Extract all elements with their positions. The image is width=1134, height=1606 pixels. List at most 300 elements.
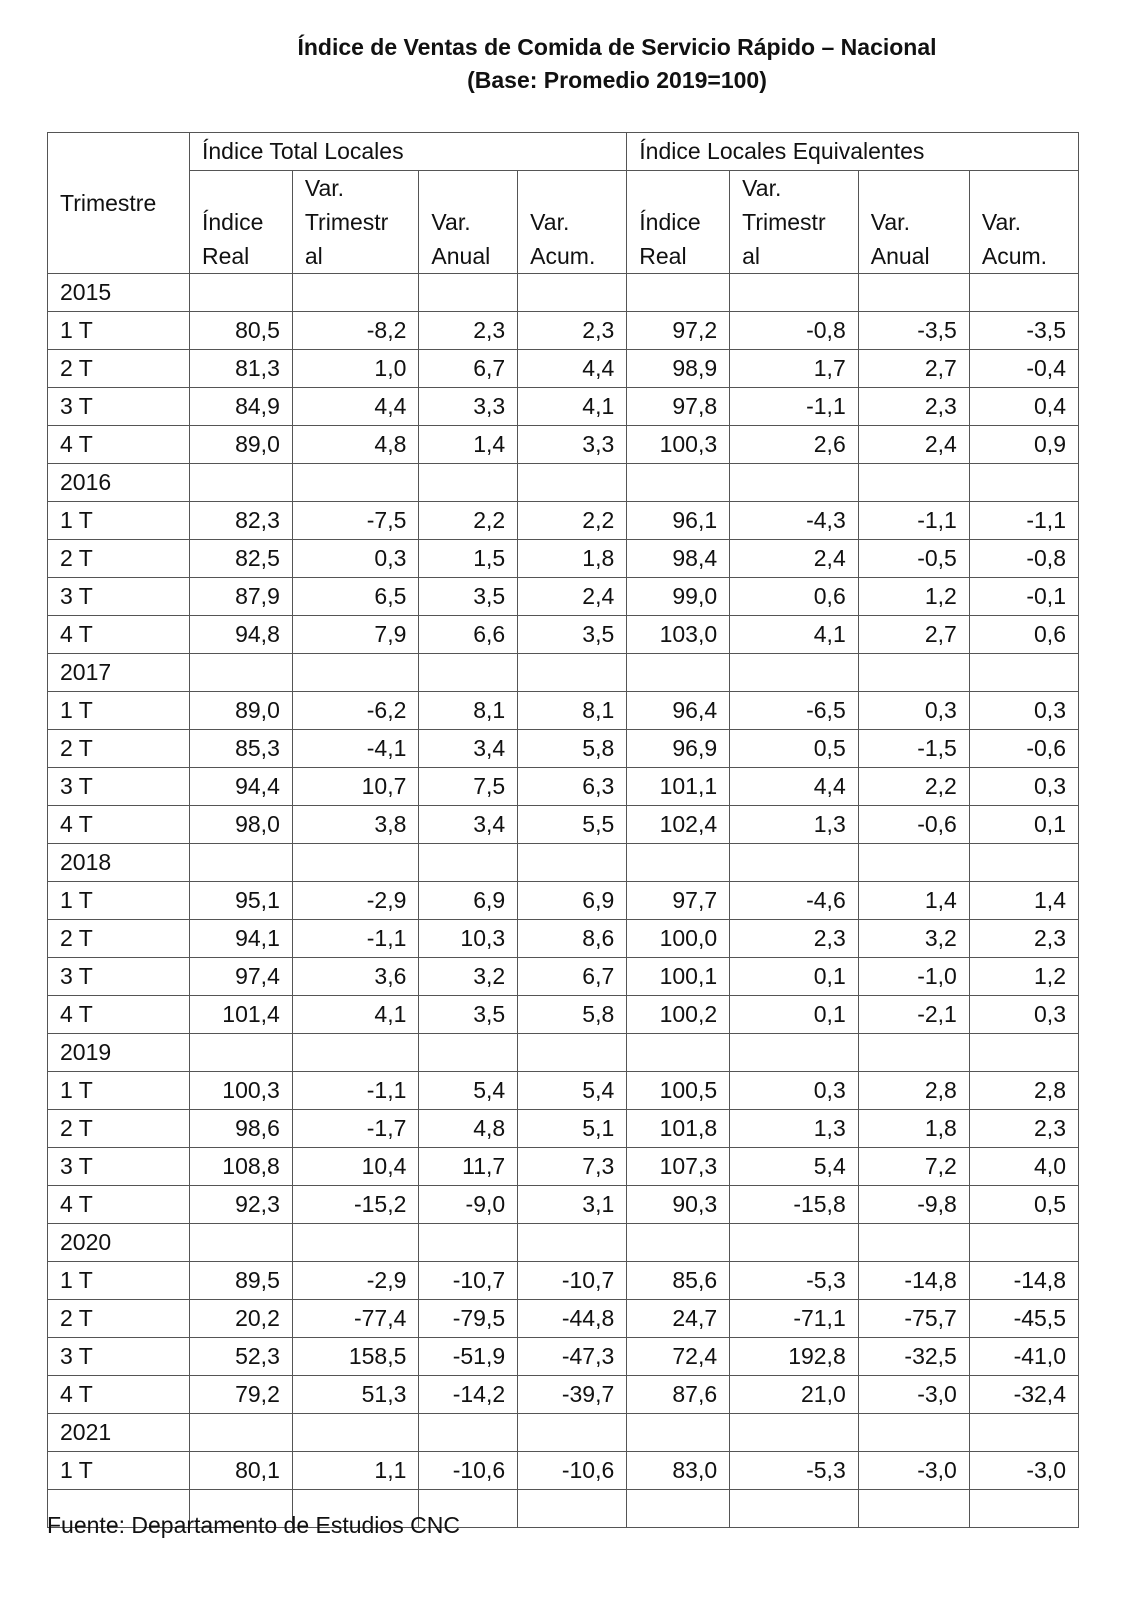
empty-cell: [518, 274, 627, 312]
value-cell: 2,6: [730, 426, 859, 464]
empty-cell: [189, 844, 292, 882]
value-cell: 1,2: [969, 958, 1078, 996]
value-cell: 97,4: [189, 958, 292, 996]
value-cell: -2,9: [292, 882, 419, 920]
empty-cell: [189, 464, 292, 502]
value-cell: 96,9: [627, 730, 730, 768]
empty-cell: [292, 464, 419, 502]
value-cell: 192,8: [730, 1338, 859, 1376]
table-row: [48, 426, 1079, 464]
value-cell: -75,7: [858, 1300, 969, 1338]
quarter-label: 3 T: [48, 388, 190, 426]
value-cell: 5,4: [518, 1072, 627, 1110]
header-var-acum: Var. Acum.: [518, 171, 627, 274]
value-cell: -1,1: [292, 920, 419, 958]
year-row: [48, 464, 1079, 502]
value-cell: 85,6: [627, 1262, 730, 1300]
value-cell: 6,9: [518, 882, 627, 920]
value-cell: 2,3: [858, 388, 969, 426]
value-cell: 0,3: [292, 540, 419, 578]
value-cell: 80,5: [189, 312, 292, 350]
value-cell: -5,3: [730, 1452, 859, 1490]
value-cell: -0,6: [969, 730, 1078, 768]
value-cell: -79,5: [419, 1300, 518, 1338]
year-row: [48, 1224, 1079, 1262]
empty-cell: [730, 1490, 859, 1528]
empty-cell: [969, 1034, 1078, 1072]
year-label: 2020: [48, 1224, 190, 1262]
empty-cell: [419, 464, 518, 502]
value-cell: 97,2: [627, 312, 730, 350]
value-cell: 0,1: [969, 806, 1078, 844]
value-cell: 3,8: [292, 806, 419, 844]
value-cell: 4,8: [292, 426, 419, 464]
value-cell: 107,3: [627, 1148, 730, 1186]
empty-cell: [858, 274, 969, 312]
empty-cell: [518, 464, 627, 502]
value-cell: -1,1: [292, 1072, 419, 1110]
value-cell: -6,5: [730, 692, 859, 730]
table-row: [48, 882, 1079, 920]
quarter-label: 3 T: [48, 958, 190, 996]
empty-cell: [627, 1034, 730, 1072]
value-cell: 2,4: [858, 426, 969, 464]
value-cell: 90,3: [627, 1186, 730, 1224]
value-cell: 5,4: [730, 1148, 859, 1186]
value-cell: 10,3: [419, 920, 518, 958]
value-cell: 108,8: [189, 1148, 292, 1186]
empty-cell: [292, 1414, 419, 1452]
value-cell: 2,4: [518, 578, 627, 616]
empty-cell: [627, 844, 730, 882]
value-cell: 84,9: [189, 388, 292, 426]
header-var-anual: Var. Anual: [419, 171, 518, 274]
value-cell: 51,3: [292, 1376, 419, 1414]
value-cell: 5,5: [518, 806, 627, 844]
quarter-label: 4 T: [48, 426, 190, 464]
year-row: [48, 1034, 1079, 1072]
value-cell: -1,1: [858, 502, 969, 540]
table-row: [48, 1148, 1079, 1186]
table-row: [48, 1262, 1079, 1300]
value-cell: 0,9: [969, 426, 1078, 464]
value-cell: 102,4: [627, 806, 730, 844]
value-cell: 1,4: [969, 882, 1078, 920]
table-row: [48, 920, 1079, 958]
value-cell: -15,8: [730, 1186, 859, 1224]
value-cell: -1,1: [969, 502, 1078, 540]
value-cell: -32,4: [969, 1376, 1078, 1414]
empty-cell: [419, 1414, 518, 1452]
table-row: [48, 1338, 1079, 1376]
value-cell: 5,8: [518, 996, 627, 1034]
empty-cell: [730, 1414, 859, 1452]
value-cell: 3,5: [518, 616, 627, 654]
value-cell: 7,9: [292, 616, 419, 654]
value-cell: 3,3: [518, 426, 627, 464]
table-row: [48, 578, 1079, 616]
empty-cell: [419, 1224, 518, 1262]
value-cell: 2,7: [858, 350, 969, 388]
quarter-label: 3 T: [48, 1338, 190, 1376]
header-var-acum-equiv: Var. Acum.: [969, 171, 1078, 274]
empty-cell: [627, 1224, 730, 1262]
value-cell: 2,3: [969, 920, 1078, 958]
table-row: [48, 730, 1079, 768]
empty-cell: [627, 274, 730, 312]
table-row: [48, 1300, 1079, 1338]
value-cell: -0,8: [730, 312, 859, 350]
empty-cell: [730, 464, 859, 502]
value-cell: -44,8: [518, 1300, 627, 1338]
value-cell: 3,4: [419, 730, 518, 768]
quarter-label: 1 T: [48, 312, 190, 350]
year-row: [48, 274, 1079, 312]
value-cell: -3,0: [858, 1376, 969, 1414]
value-cell: 4,1: [518, 388, 627, 426]
empty-cell: [419, 274, 518, 312]
value-cell: -14,8: [858, 1262, 969, 1300]
value-cell: 8,1: [419, 692, 518, 730]
table-row: [48, 1452, 1079, 1490]
year-label: 2021: [48, 1414, 190, 1452]
value-cell: 5,8: [518, 730, 627, 768]
value-cell: -3,5: [858, 312, 969, 350]
value-cell: 100,0: [627, 920, 730, 958]
value-cell: -14,8: [969, 1262, 1078, 1300]
value-cell: 2,2: [419, 502, 518, 540]
value-cell: -10,6: [518, 1452, 627, 1490]
empty-cell: [858, 1034, 969, 1072]
value-cell: -3,0: [858, 1452, 969, 1490]
empty-cell: [189, 1224, 292, 1262]
year-label: 2017: [48, 654, 190, 692]
empty-cell: [518, 1490, 627, 1528]
empty-cell: [627, 1414, 730, 1452]
table-row: [48, 1376, 1079, 1414]
value-cell: 97,8: [627, 388, 730, 426]
value-cell: 3,2: [858, 920, 969, 958]
empty-cell: [730, 1224, 859, 1262]
empty-cell: [858, 1490, 969, 1528]
empty-cell: [627, 654, 730, 692]
empty-cell: [730, 844, 859, 882]
value-cell: 1,4: [858, 882, 969, 920]
quarter-label: 4 T: [48, 1186, 190, 1224]
empty-cell: [292, 274, 419, 312]
quarter-label: 3 T: [48, 1148, 190, 1186]
value-cell: 0,3: [969, 996, 1078, 1034]
value-cell: -0,5: [858, 540, 969, 578]
value-cell: 4,4: [730, 768, 859, 806]
quarter-label: 2 T: [48, 920, 190, 958]
header-var-anual-equiv: Var. Anual: [858, 171, 969, 274]
empty-cell: [858, 464, 969, 502]
empty-cell: [518, 1414, 627, 1452]
year-row: [48, 654, 1079, 692]
table-row: [48, 1186, 1079, 1224]
empty-cell: [969, 464, 1078, 502]
value-cell: 2,8: [969, 1072, 1078, 1110]
value-cell: 21,0: [730, 1376, 859, 1414]
empty-cell: [518, 654, 627, 692]
value-cell: 2,8: [858, 1072, 969, 1110]
value-cell: -9,8: [858, 1186, 969, 1224]
header-group-equivalentes: Índice Locales Equivalentes: [627, 133, 1079, 171]
value-cell: 4,8: [419, 1110, 518, 1148]
value-cell: -4,1: [292, 730, 419, 768]
value-cell: 2,2: [518, 502, 627, 540]
quarter-label: 2 T: [48, 730, 190, 768]
value-cell: 0,1: [730, 958, 859, 996]
table-row: [48, 540, 1079, 578]
value-cell: 100,3: [627, 426, 730, 464]
value-cell: 2,3: [730, 920, 859, 958]
empty-cell: [292, 654, 419, 692]
empty-cell: [730, 654, 859, 692]
value-cell: 10,7: [292, 768, 419, 806]
value-cell: 3,5: [419, 578, 518, 616]
value-cell: 7,3: [518, 1148, 627, 1186]
value-cell: -0,1: [969, 578, 1078, 616]
value-cell: 99,0: [627, 578, 730, 616]
table-row: [48, 312, 1079, 350]
value-cell: 158,5: [292, 1338, 419, 1376]
year-label: 2016: [48, 464, 190, 502]
value-cell: -45,5: [969, 1300, 1078, 1338]
quarter-label: 2 T: [48, 350, 190, 388]
value-cell: 94,1: [189, 920, 292, 958]
value-cell: 92,3: [189, 1186, 292, 1224]
year-row: [48, 844, 1079, 882]
empty-cell: [189, 654, 292, 692]
value-cell: 101,1: [627, 768, 730, 806]
value-cell: 98,9: [627, 350, 730, 388]
header-var-trimestral: Var. Trimestr al: [292, 171, 419, 274]
table-row: [48, 616, 1079, 654]
empty-cell: [858, 844, 969, 882]
quarter-label: 1 T: [48, 882, 190, 920]
value-cell: 4,4: [292, 388, 419, 426]
table-row: [48, 1110, 1079, 1148]
value-cell: 98,6: [189, 1110, 292, 1148]
value-cell: 0,3: [730, 1072, 859, 1110]
value-cell: 1,3: [730, 806, 859, 844]
value-cell: 8,1: [518, 692, 627, 730]
value-cell: 96,4: [627, 692, 730, 730]
quarter-label: 4 T: [48, 806, 190, 844]
value-cell: 81,3: [189, 350, 292, 388]
value-cell: -0,8: [969, 540, 1078, 578]
empty-cell: [419, 844, 518, 882]
value-cell: 1,3: [730, 1110, 859, 1148]
value-cell: -51,9: [419, 1338, 518, 1376]
value-cell: 3,6: [292, 958, 419, 996]
value-cell: 2,3: [518, 312, 627, 350]
empty-cell: [730, 274, 859, 312]
value-cell: 2,2: [858, 768, 969, 806]
value-cell: 83,0: [627, 1452, 730, 1490]
empty-cell: [189, 1034, 292, 1072]
value-cell: 2,3: [419, 312, 518, 350]
quarter-label: 1 T: [48, 1262, 190, 1300]
empty-cell: [969, 1224, 1078, 1262]
value-cell: 87,9: [189, 578, 292, 616]
table-row: [48, 806, 1079, 844]
value-cell: 5,1: [518, 1110, 627, 1148]
empty-cell: [969, 1414, 1078, 1452]
table-body: [48, 274, 1079, 1528]
value-cell: -10,7: [419, 1262, 518, 1300]
value-cell: -41,0: [969, 1338, 1078, 1376]
empty-cell: [419, 654, 518, 692]
quarter-label: 1 T: [48, 502, 190, 540]
value-cell: 96,1: [627, 502, 730, 540]
value-cell: -8,2: [292, 312, 419, 350]
value-cell: 6,9: [419, 882, 518, 920]
value-cell: 95,1: [189, 882, 292, 920]
empty-cell: [858, 1414, 969, 1452]
header-group-total: Índice Total Locales: [189, 133, 626, 171]
value-cell: -47,3: [518, 1338, 627, 1376]
page-subtitle: (Base: Promedio 2019=100): [467, 67, 767, 93]
value-cell: 100,3: [189, 1072, 292, 1110]
empty-cell: [858, 1224, 969, 1262]
header-indice-real-equiv: Índice Real: [627, 171, 730, 274]
value-cell: 0,5: [969, 1186, 1078, 1224]
empty-cell: [189, 1414, 292, 1452]
quarter-label: 1 T: [48, 1452, 190, 1490]
value-cell: -5,3: [730, 1262, 859, 1300]
value-cell: -7,5: [292, 502, 419, 540]
value-cell: 89,5: [189, 1262, 292, 1300]
table-row: [48, 692, 1079, 730]
value-cell: -3,0: [969, 1452, 1078, 1490]
header-var-trimestral-equiv: Var. Trimestr al: [730, 171, 859, 274]
value-cell: -3,5: [969, 312, 1078, 350]
empty-cell: [518, 1034, 627, 1072]
value-cell: 4,1: [730, 616, 859, 654]
quarter-label: 2 T: [48, 1110, 190, 1148]
year-label: 2018: [48, 844, 190, 882]
value-cell: -14,2: [419, 1376, 518, 1414]
value-cell: -9,0: [419, 1186, 518, 1224]
value-cell: -2,1: [858, 996, 969, 1034]
value-cell: 6,6: [419, 616, 518, 654]
value-cell: -4,6: [730, 882, 859, 920]
value-cell: 87,6: [627, 1376, 730, 1414]
value-cell: -10,6: [419, 1452, 518, 1490]
value-cell: 1,1: [292, 1452, 419, 1490]
value-cell: -6,2: [292, 692, 419, 730]
value-cell: -0,6: [858, 806, 969, 844]
empty-cell: [969, 844, 1078, 882]
value-cell: 2,3: [969, 1110, 1078, 1148]
value-cell: 1,7: [730, 350, 859, 388]
empty-cell: [730, 1034, 859, 1072]
value-cell: -2,9: [292, 1262, 419, 1300]
value-cell: 98,4: [627, 540, 730, 578]
value-cell: 6,7: [518, 958, 627, 996]
value-cell: -15,2: [292, 1186, 419, 1224]
value-cell: 1,2: [858, 578, 969, 616]
quarter-label: 2 T: [48, 540, 190, 578]
year-row: [48, 1414, 1079, 1452]
empty-cell: [969, 274, 1078, 312]
source-note: Fuente: Departamento de Estudios CNC: [47, 1512, 460, 1538]
value-cell: -1,1: [730, 388, 859, 426]
value-cell: 6,7: [419, 350, 518, 388]
quarter-label: 1 T: [48, 1072, 190, 1110]
page-title: Índice de Ventas de Comida de Servicio Rápido – Nacional: [297, 34, 937, 60]
value-cell: 4,0: [969, 1148, 1078, 1186]
quarter-label: 1 T: [48, 692, 190, 730]
value-cell: 3,3: [419, 388, 518, 426]
value-cell: -10,7: [518, 1262, 627, 1300]
header-trimestre: Trimestre: [48, 133, 190, 274]
table-row: [48, 958, 1079, 996]
value-cell: 3,5: [419, 996, 518, 1034]
table-row: [48, 388, 1079, 426]
value-cell: 0,3: [969, 768, 1078, 806]
value-cell: 101,4: [189, 996, 292, 1034]
empty-cell: [627, 464, 730, 502]
value-cell: -1,7: [292, 1110, 419, 1148]
empty-cell: [189, 274, 292, 312]
value-cell: 0,6: [969, 616, 1078, 654]
value-cell: -32,5: [858, 1338, 969, 1376]
value-cell: -77,4: [292, 1300, 419, 1338]
value-cell: 79,2: [189, 1376, 292, 1414]
value-cell: -39,7: [518, 1376, 627, 1414]
value-cell: 4,4: [518, 350, 627, 388]
value-cell: 6,3: [518, 768, 627, 806]
value-cell: 0,5: [730, 730, 859, 768]
value-cell: 1,8: [858, 1110, 969, 1148]
empty-cell: [292, 844, 419, 882]
value-cell: 3,2: [419, 958, 518, 996]
value-cell: 100,1: [627, 958, 730, 996]
value-cell: 0,3: [969, 692, 1078, 730]
value-cell: 0,6: [730, 578, 859, 616]
quarter-label: 4 T: [48, 996, 190, 1034]
value-cell: 3,1: [518, 1186, 627, 1224]
value-cell: 85,3: [189, 730, 292, 768]
value-cell: 8,6: [518, 920, 627, 958]
header-indice-real: Índice Real: [189, 171, 292, 274]
empty-cell: [969, 1490, 1078, 1528]
empty-cell: [858, 654, 969, 692]
empty-cell: [419, 1034, 518, 1072]
table-row: [48, 350, 1079, 388]
value-cell: 94,8: [189, 616, 292, 654]
empty-cell: [518, 844, 627, 882]
year-label: 2019: [48, 1034, 190, 1072]
value-cell: 82,3: [189, 502, 292, 540]
value-cell: 0,1: [730, 996, 859, 1034]
value-cell: 0,3: [858, 692, 969, 730]
value-cell: 1,8: [518, 540, 627, 578]
value-cell: 24,7: [627, 1300, 730, 1338]
value-cell: 4,1: [292, 996, 419, 1034]
quarter-label: 3 T: [48, 768, 190, 806]
value-cell: 7,2: [858, 1148, 969, 1186]
value-cell: 0,4: [969, 388, 1078, 426]
value-cell: 72,4: [627, 1338, 730, 1376]
value-cell: 2,7: [858, 616, 969, 654]
value-cell: 5,4: [419, 1072, 518, 1110]
value-cell: 89,0: [189, 692, 292, 730]
